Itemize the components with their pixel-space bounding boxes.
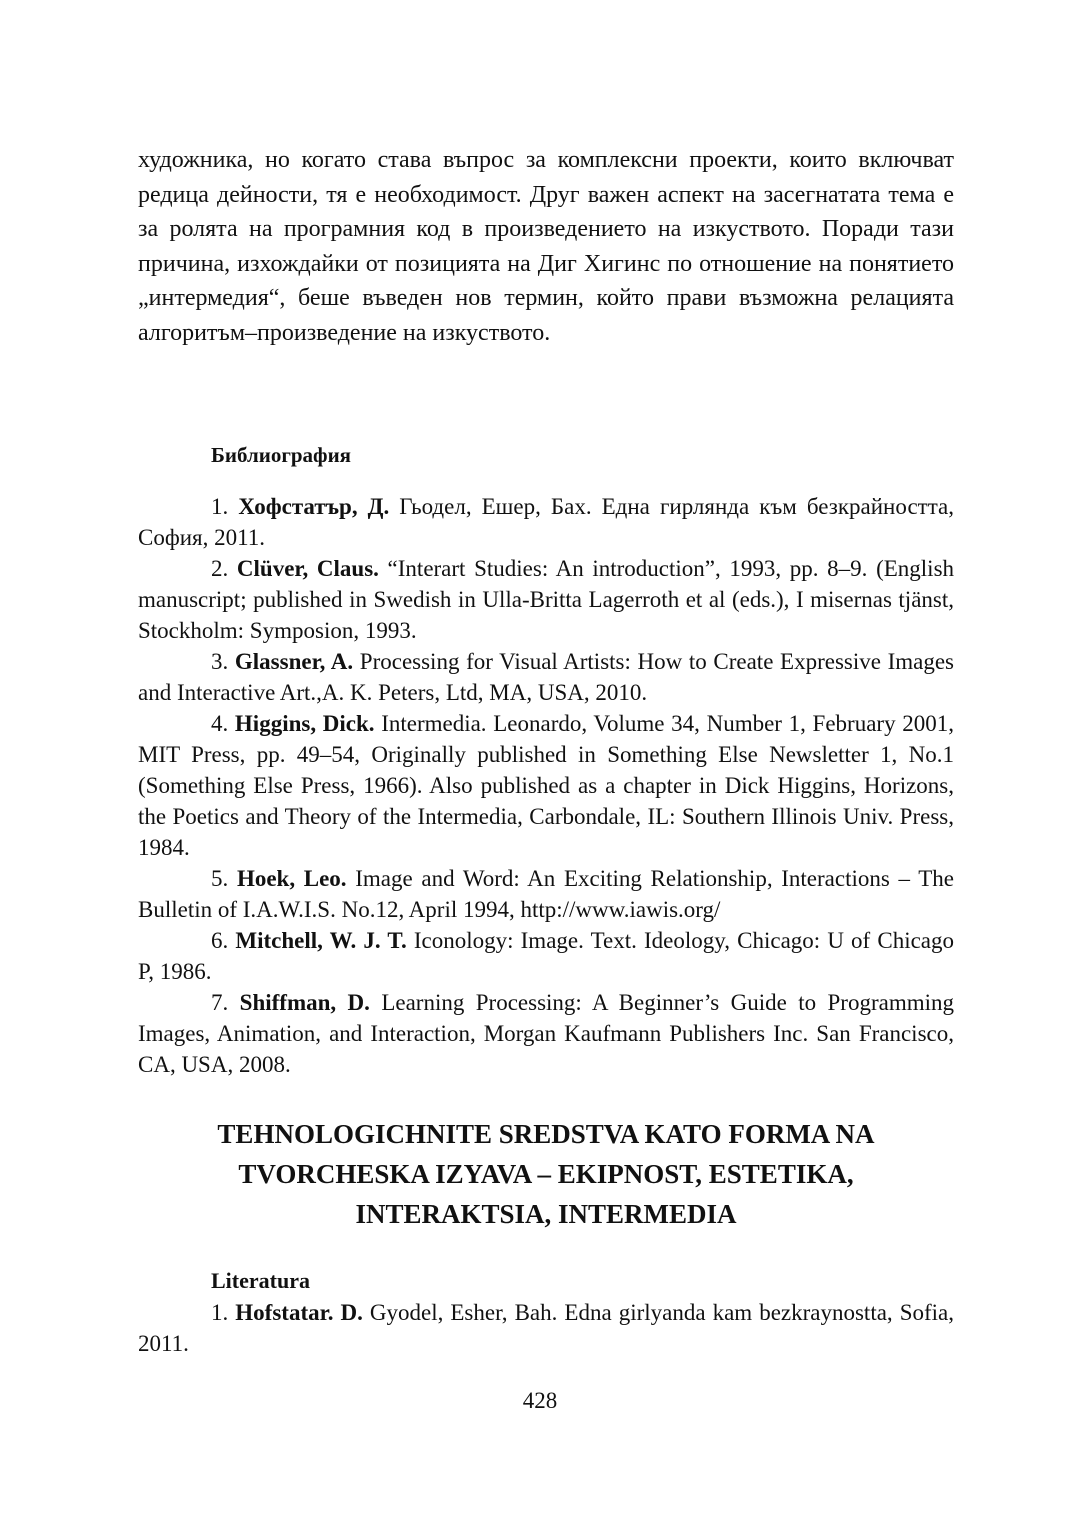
entry-author: Mitchell, W. J. T. [235, 928, 407, 953]
bibliography-entry [138, 553, 954, 646]
bibliography-entry [138, 491, 954, 553]
entry-author: Glassner, A. [234, 649, 354, 674]
entry-number: 1. [211, 494, 229, 519]
section-title-line: TVORCHESKA IZYAVA – EKIPNOST, ESTETIKA, [238, 1159, 854, 1189]
bibliography-list [138, 491, 954, 1080]
entry-author: Hoek, Leo. [236, 866, 347, 891]
entry-author: Hofstatar. D. [235, 1300, 363, 1325]
bibliography-entry [138, 646, 954, 708]
entry-text: Intermedia. Leonardo, Volume 34, Number 1, February 2001, MIT Press, pp. 49–54, Originally published in Something Else Newsletter 1, No.1 (Something Else Press, 1966). Also published as a chapter in Dick Higgins, Horizons, the Poetics and Theory of the Intermedia, Carbondale, IL: Southern Illinois Univ. Press, 1984. [138, 711, 954, 860]
entry-text: Processing for Visual Artists: How to Create Expressive Images and Interactive Art.,A. K. Peters, Ltd, MA, USA, 2010. [138, 649, 955, 705]
section-title-line: TEHNOLOGICHNITE SREDSTVA KATO FORMA NA [217, 1119, 875, 1149]
entry-number: 4. [211, 711, 229, 736]
entry-text: Gyodel, Esher, Bah. Edna girlyanda kam bezkraynostta, Sofia, 2011. [138, 1300, 954, 1356]
entry-number: 7. [211, 990, 229, 1015]
literatura-heading: Literatura [211, 1268, 310, 1293]
page-content [138, 143, 954, 1359]
bibliography-entry [138, 925, 954, 987]
entry-text: Learning Processing: A Beginner’s Guide to Programming Images, Animation, and Interaction, Morgan Kaufmann Publishers Inc. San Francisco, CA, USA, 2008. [138, 990, 954, 1077]
entry-text: Гьодел, Ешер, Бах. Една гирлянда към безкрайността, София, 2011. [138, 494, 954, 550]
bibliography-entry [138, 863, 954, 925]
entry-number: 1. [211, 1300, 229, 1325]
bibliography-heading: Библиография [211, 443, 352, 467]
entry-author: Хофстатър, Д. [238, 494, 390, 519]
entry-author: Shiffman, D. [239, 990, 370, 1015]
entry-text: Iconology: Image. Text. Ideology, Chicago: U of Chicago P, 1986. [138, 928, 954, 984]
body-paragraph: художника, но когато става въпрос за комплексни проекти, които включват редица дейности, тя е необходимост. Друг важен аспект на засегнатата тема е за ролята на програмния код в произведението на изкуството. Поради тази причина, изхождайки от позицията на Диг Хигинс по отношение на понятието „интермедия“, беше въведен нов термин, който прави възможна релацията алгоритъм–произведение на изкуството. [138, 147, 954, 346]
entry-text: Image and Word: An Exciting Relationship, Interactions – The Bulletin of I.A.W.I.S. No.12, April 1994, http://www.iawis.org/ [138, 866, 955, 922]
section-title [138, 1114, 954, 1234]
entry-text: “Interart Studies: An introduction”, 1993, pp. 8–9. (English manuscript; published in Swedish in Ulla-Britta Lagerroth et al (eds.), I misernas tjänst, Stockholm: Symposion, 1993. [138, 556, 955, 643]
entry-number: 2. [211, 556, 229, 581]
entry-number: 3. [211, 649, 229, 674]
page-number: 428 [522, 1388, 558, 1413]
entry-number: 6. [211, 928, 229, 953]
bibliography-entry [138, 708, 954, 863]
section-title-line: INTERAKTSIA, INTERMEDIA [355, 1199, 737, 1229]
literatura-entry [138, 1297, 954, 1359]
bibliography-entry [138, 987, 954, 1080]
literatura-list [138, 1297, 954, 1359]
entry-author: Clüver, Claus. [236, 556, 379, 581]
entry-author: Higgins, Dick. [234, 711, 375, 736]
entry-number: 5. [211, 866, 229, 891]
